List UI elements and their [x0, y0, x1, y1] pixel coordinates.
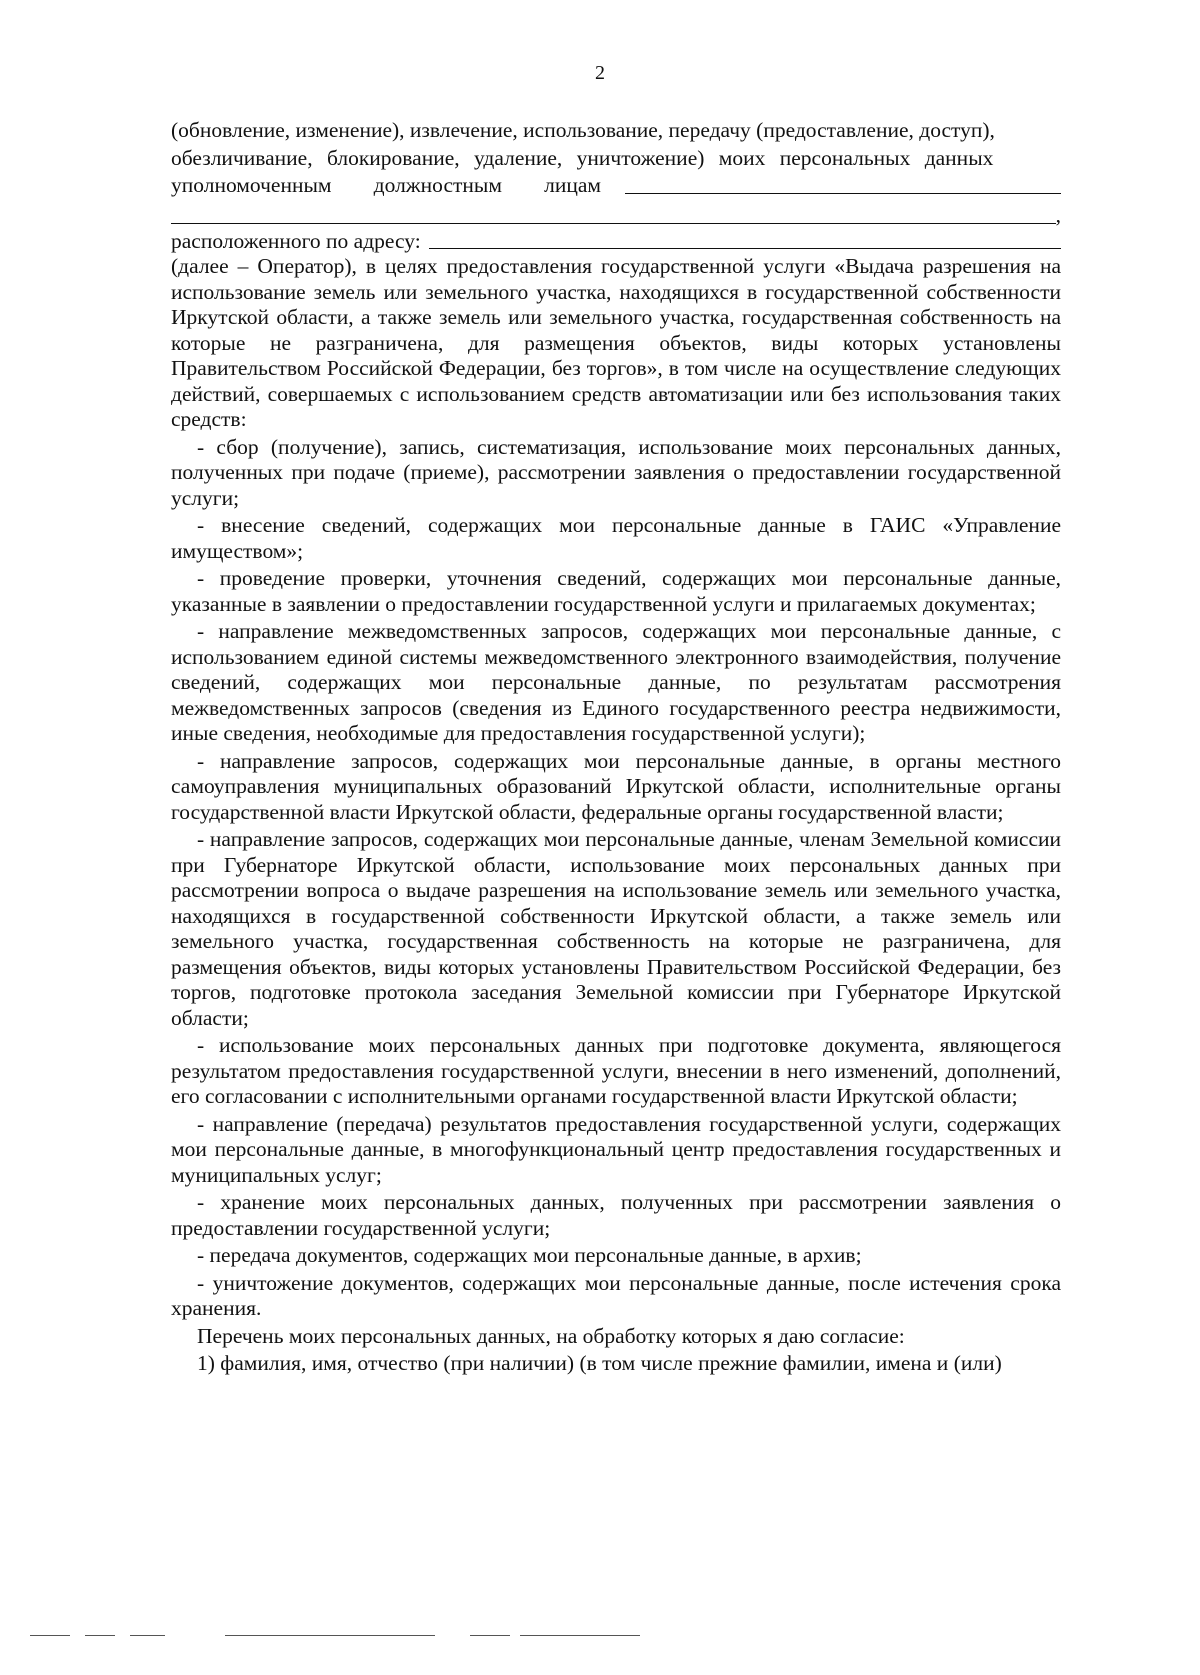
action-item-7: - использование моих персональных данных при подготовке документа, являющегося результатом предоставления государственной услуги, внесении в него изменений, дополнений, его согласовании с исполнительными органами государственной власти Иркутской области; — [171, 1033, 1061, 1108]
action-item-9: - хранение моих персональных данных, полученных при рассмотрении заявления о предоставлении государственной услуги; — [171, 1190, 1061, 1240]
authorized-persons-blank[interactable] — [625, 193, 1061, 194]
address-row — [171, 229, 1061, 255]
address-blank[interactable] — [429, 248, 1061, 249]
organization-blank-comma: , — [1055, 203, 1061, 227]
action-item-4: - направление межведомственных запросов, содержащих мои персональные данные, с использованием единой системы межведомственного электронного взаимодействия, получение сведений, содержащих мои персональные данные, по результатам рассмотрения межведомственных запросов (сведения из Единого государственного реестра недвижимости, иные сведения, необходимые для предоставления государственной услуги); — [171, 619, 1061, 745]
data-list-heading: Перечень моих персональных данных, на обработку которых я даю согласие: — [197, 1323, 905, 1348]
address-label: расположенного по адресу: — [171, 228, 421, 253]
authorized-persons-label: уполномоченным должностным лицам — [171, 173, 601, 197]
action-item-1: - сбор (получение), запись, систематизация, использование моих персональных данных, полученных при подаче (приеме), рассмотрении заявления о предоставлении государственной услуги; — [171, 434, 1061, 510]
intro-line-1: (обновление, изменение), извлечение, использование, передачу (предоставление, доступ), — [171, 118, 995, 142]
organization-blank[interactable] — [171, 223, 1056, 224]
action-item-11: - уничтожение документов, содержащих мои персональные данные, после истечения срока хранения. — [171, 1270, 1061, 1320]
action-item-2: - внесение сведений, содержащих мои персональные данные в ГАИС «Управление имуществом»; — [171, 513, 1061, 563]
action-item-5: - направление запросов, содержащих мои персональные данные, в органы местного самоуправления муниципальных образований Иркутской области, исполнительные органы государственной власти Иркутской области, федеральные органы государственной власти; — [171, 748, 1061, 824]
main-paragraph: (далее – Оператор), в целях предоставления государственной услуги «Выдача разрешения на использование земель или земельного участка, находящихся в государственной собственности Иркутской области, а также земель или земельного участка, государственная собственность на которые не разграничена, для размещения объектов, виды которых установлены Правительством Российской Федерации, без торгов», в том числе на осуществление следующих действий, совершаемых с использованием средств автоматизации или без использования таких средств: — [171, 254, 1061, 431]
action-item-8: - направление (передача) результатов предоставления государственной услуги, содержащих мои персональные данные, в многофункциональный центр предоставления государственных и муниципальных услуг; — [171, 1111, 1061, 1187]
scan-artifact-dashes — [30, 1635, 670, 1639]
intro-line-2: обезличивание, блокирование, удаление, уничтожение) моих персональных данных — [171, 145, 994, 170]
page-number: 2 — [595, 62, 605, 84]
authorized-persons-row — [171, 173, 1061, 199]
action-item-6: - направление запросов, содержащих мои персональные данные, членам Земельной комиссии при Губернаторе Иркутской области, использование моих персональных данных при рассмотрении вопроса о выдаче разрешения на использование земель или земельного участка, находящихся в государственной собственности Иркутской области, а также земель или земельного участка, государственная собственность на которые не разграничена, для размещения объектов, виды которых установлены Правительством Российской Федерации, без торгов, подготовке протокола заседания Земельной комиссии при Губернаторе Иркутской области; — [171, 827, 1061, 1030]
action-item-10: - передача документов, содержащих мои персональные данные, в архив; — [197, 1243, 862, 1267]
data-list-item-1: 1) фамилия, имя, отчество (при наличии) (в том числе прежние фамилии, имена и (или) — [197, 1351, 1002, 1375]
document-body — [171, 118, 1061, 1379]
organization-blank-row — [171, 199, 1061, 229]
action-item-3: - проведение проверки, уточнения сведений, содержащих мои персональные данные, указанные в заявлении о предоставлении государственной услуги и прилагаемых документах; — [171, 566, 1061, 616]
